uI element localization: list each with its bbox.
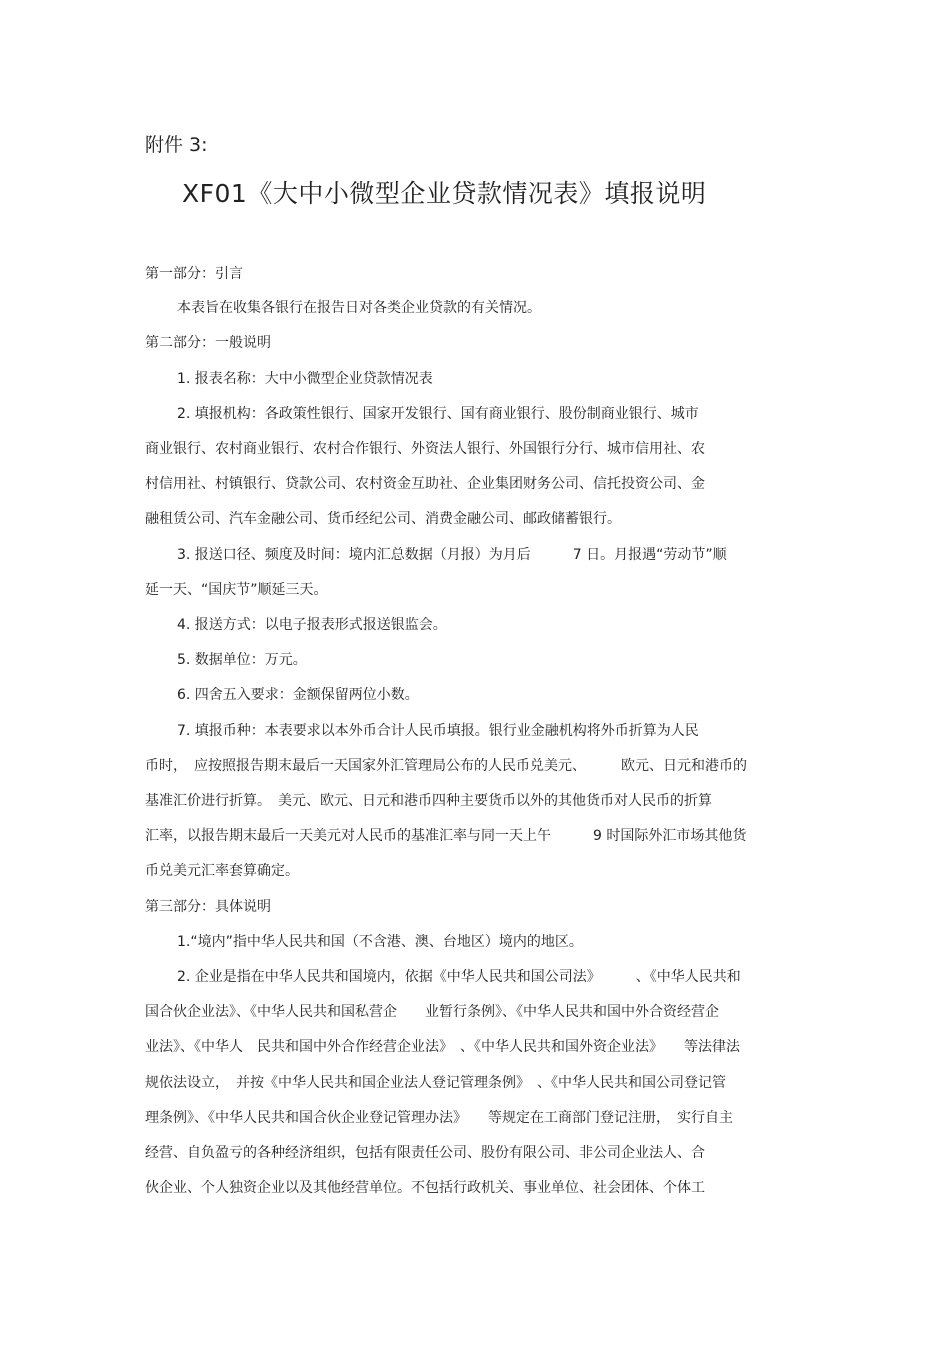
paragraph-line: 币时， 应按照报告期末最后一天国家外汇管理局公布的人民币兑美元、 欧元、日元和港币的	[145, 758, 747, 774]
attachment-label: 附件 3:	[145, 134, 208, 156]
document-title: XF01《大中小微型企业贷款情况表》填报说明	[182, 179, 707, 208]
paragraph-line: 伙企业、个人独资企业以及其他经营单位。不包括行政机关、事业单位、社会团体、个体工	[145, 1180, 705, 1196]
section-heading-general: 第二部分：一般说明	[145, 335, 271, 351]
paragraph-line: 3. 报送口径、频度及时间：境内汇总数据（月报）为月后 7 日。月报遇“劳动节”顺	[177, 547, 727, 563]
paragraph-line: 村信用社、村镇银行、贷款公司、农村资金互助社、企业集团财务公司、信托投资公司、金	[145, 476, 705, 492]
paragraph-line: 2. 企业是指在中华人民共和国境内，依据《中华人民共和国公司法》 、《中华人民共和	[177, 969, 741, 985]
paragraph-line: 6. 四舍五入要求：金额保留两位小数。	[177, 687, 419, 703]
paragraph-line: 1.“境内”指中华人民共和国（不含港、澳、台地区）境内的地区。	[177, 934, 583, 950]
section-heading-specific: 第三部分：具体说明	[145, 899, 271, 915]
paragraph-line: 2. 填报机构：各政策性银行、国家开发银行、国有商业银行、股份制商业银行、城市	[177, 406, 699, 422]
paragraph-line: 5. 数据单位：万元。	[177, 652, 307, 668]
paragraph-line: 国合伙企业法》、《中华人民共和国私营企 业暂行条例》、《中华人民共和国中外合资经营企	[145, 1004, 719, 1020]
paragraph-line: 4. 报送方式：以电子报表形式报送银监会。	[177, 617, 447, 633]
paragraph-line: 7. 填报币种：本表要求以本外币合计人民币填报。银行业金融机构将外币折算为人民	[177, 723, 699, 739]
paragraph-line: 汇率，以报告期末最后一天美元对人民币的基准汇率与同一天上午 9 时国际外汇市场其他货	[145, 828, 747, 844]
paragraph-line: 本表旨在收集各银行在报告日对各类企业贷款的有关情况。	[177, 300, 541, 316]
paragraph-line: 商业银行、农村商业银行、农村合作银行、外资法人银行、外国银行分行、城市信用社、农	[145, 441, 705, 457]
paragraph-line: 1. 报表名称：大中小微型企业贷款情况表	[177, 371, 433, 387]
section-heading-intro: 第一部分：引言	[145, 266, 243, 282]
paragraph-line: 业法》、《中华人 民共和国中外合作经营企业法》 、《中华人民共和国外资企业法》 等法律法	[145, 1039, 740, 1055]
paragraph-line: 延一天、“国庆节”顺延三天。	[145, 582, 328, 598]
paragraph-line: 理条例》、《中华人民共和国合伙企业登记管理办法》 等规定在工商部门登记注册， 实行自主	[145, 1110, 733, 1126]
paragraph-line: 融租赁公司、汽车金融公司、货币经纪公司、消费金融公司、邮政储蓄银行。	[145, 511, 621, 527]
paragraph-line: 规依法设立， 并按《中华人民共和国企业法人登记管理条例》 、《中华人民共和国公司登记管	[145, 1075, 726, 1091]
paragraph-line: 基准汇价进行折算。 美元、欧元、日元和港币四种主要货币以外的其他货币对人民币的折算	[145, 793, 712, 809]
paragraph-line: 币兑美元汇率套算确定。	[145, 863, 299, 879]
paragraph-line: 经营、自负盈亏的各种经济组织，包括有限责任公司、股份有限公司、非公司企业法人、合	[145, 1145, 705, 1161]
